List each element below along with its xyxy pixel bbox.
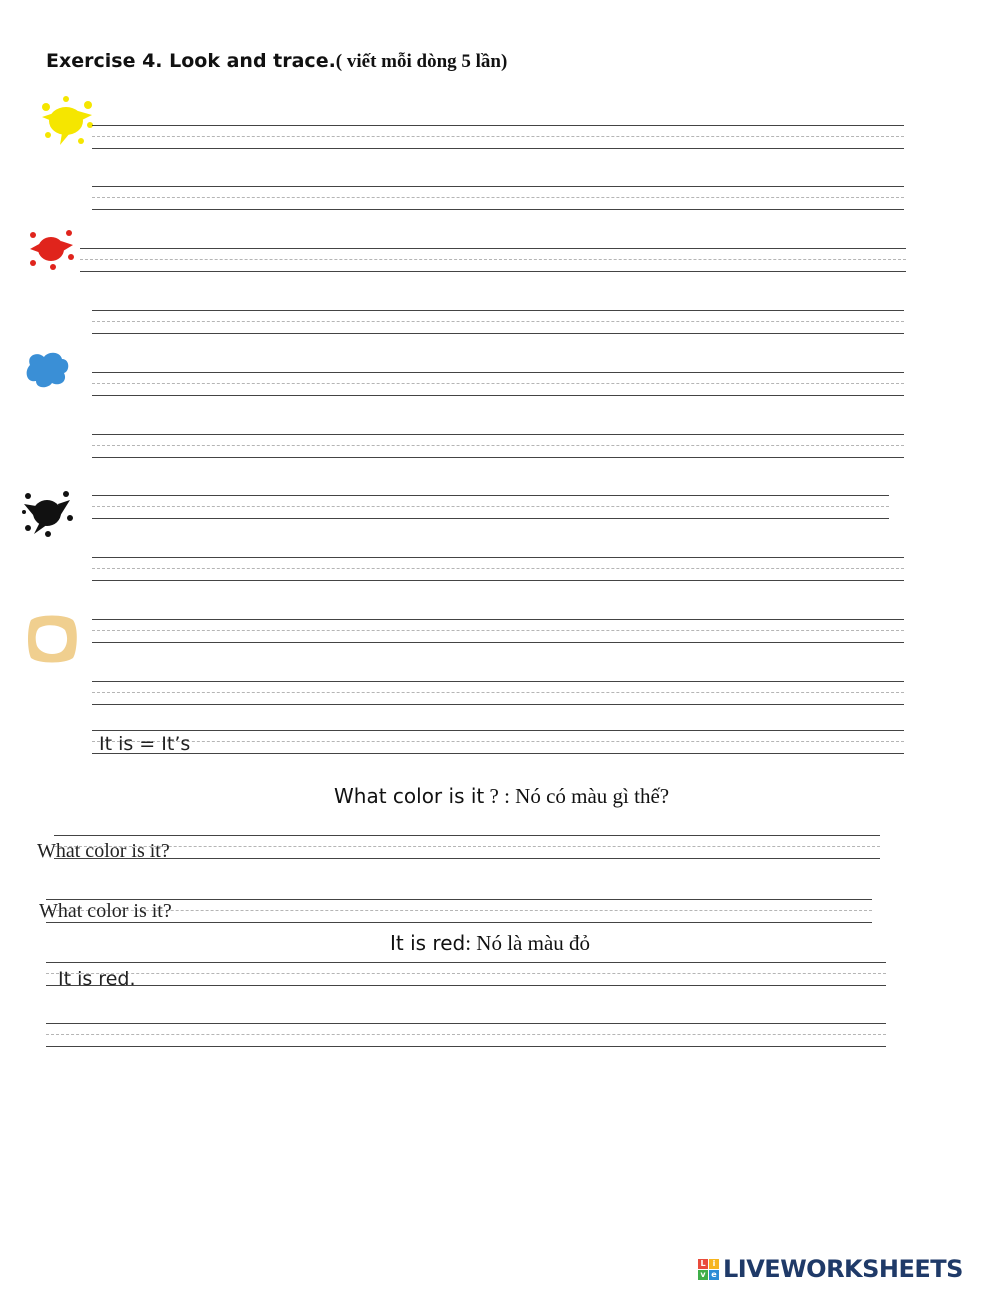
exercise-title bbox=[46, 50, 507, 73]
writing-line[interactable] bbox=[92, 730, 904, 754]
writing-line[interactable] bbox=[46, 962, 886, 986]
writing-line[interactable] bbox=[92, 125, 904, 149]
answer-heading bbox=[390, 931, 590, 956]
writing-line[interactable] bbox=[92, 310, 904, 334]
writing-line[interactable] bbox=[46, 1023, 886, 1047]
writing-line[interactable] bbox=[92, 186, 904, 210]
answer-heading-en: It is red bbox=[390, 931, 466, 955]
yellow-splat-icon bbox=[36, 95, 96, 147]
black-splat-icon bbox=[20, 486, 74, 538]
answer-trace: It is red. bbox=[58, 968, 136, 990]
writing-line[interactable] bbox=[92, 495, 889, 519]
question-heading-en: What color is it bbox=[334, 784, 485, 808]
question-heading bbox=[334, 784, 669, 809]
question-trace-1: What color is it? bbox=[37, 840, 170, 862]
cream-splat-icon bbox=[25, 612, 79, 666]
writing-line[interactable] bbox=[92, 681, 904, 705]
exercise-instruction: ( viết mỗi dòng 5 lần) bbox=[335, 51, 508, 72]
red-splat-icon bbox=[27, 227, 75, 271]
question-heading-vn: ? : Nó có màu gì thế? bbox=[484, 784, 670, 808]
contraction-note: It is = It’s bbox=[99, 733, 191, 755]
exercise-title-text: Exercise 4. Look and trace. bbox=[46, 50, 336, 72]
blue-splat-icon bbox=[22, 349, 72, 391]
logo-text: LIVEWORKSHEETS bbox=[723, 1255, 963, 1283]
answer-heading-vn: : Nó là màu đỏ bbox=[465, 931, 591, 955]
liveworksheets-logo bbox=[698, 1255, 963, 1283]
writing-line[interactable] bbox=[54, 835, 880, 859]
writing-line[interactable] bbox=[92, 619, 904, 643]
logo-mark-icon: L i v e bbox=[698, 1259, 719, 1280]
writing-line[interactable] bbox=[92, 434, 904, 458]
question-trace-2: What color is it? bbox=[39, 900, 172, 922]
writing-line[interactable] bbox=[92, 557, 904, 581]
writing-line[interactable] bbox=[92, 372, 904, 396]
writing-line[interactable] bbox=[80, 248, 906, 272]
